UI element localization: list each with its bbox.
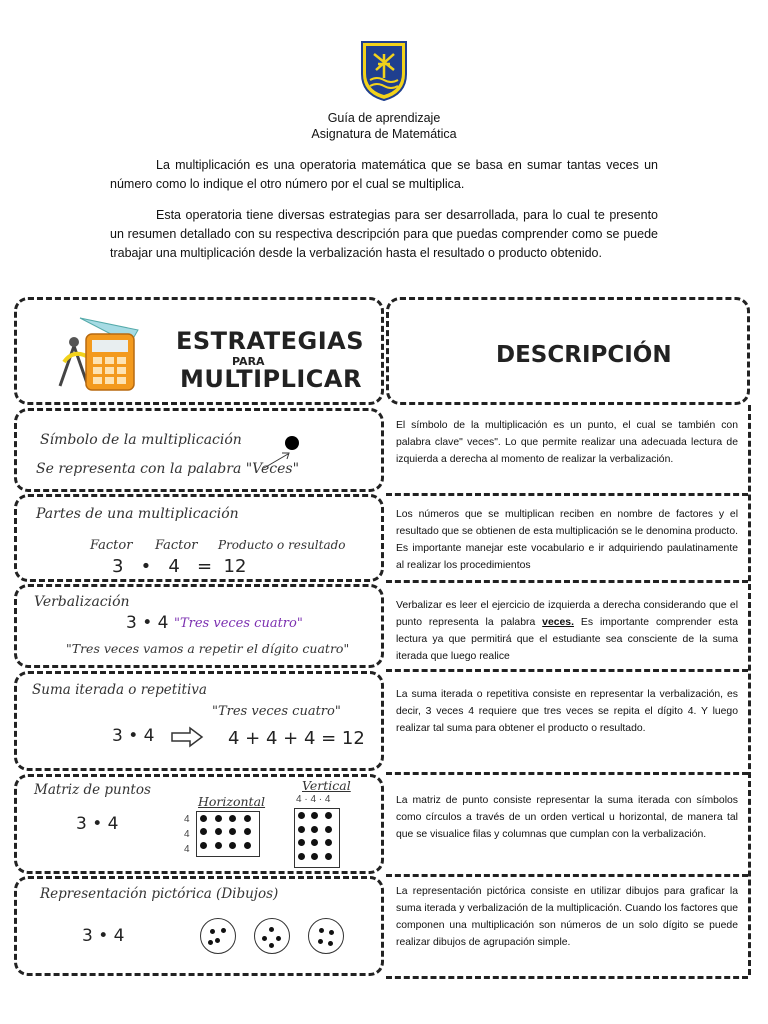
vertical-dot-matrix: [294, 808, 340, 868]
calculator-compass-icon: [50, 314, 142, 396]
school-crest-icon: [360, 40, 408, 102]
factor-label-1: Factor: [90, 538, 133, 553]
matrix-dot: [298, 853, 305, 860]
verbalization-quote: "Tres veces cuatro": [174, 616, 303, 631]
verbalization-title: Verbalización: [34, 594, 130, 610]
symbol-subtitle: Se representa con la palabra "Veces": [36, 461, 300, 477]
symbol-description: El símbolo de la multiplicación es un punto, el cual se también con palabra clave" veces". Lo que permite realizar una adecuada lectura de izquierda a derecha al momento de realizar la verbalización.: [396, 420, 738, 465]
iterated-sum-title: Suma iterada o repetitiva: [32, 682, 207, 698]
matrix-dot: [215, 828, 222, 835]
intro-paragraph-1: La multiplicación es una operatoria matemática que se basa en sumar tantas veces un número como lo indique el otro número por el cual se multiplica.: [110, 158, 658, 191]
right-arrow-icon: [170, 726, 204, 748]
vertical-column-header: 4 · 4 · 4: [296, 794, 331, 805]
strategies-heading-line3: MULTIPLICAR: [180, 365, 362, 393]
matrix-dot: [298, 812, 305, 819]
matrix-dot: [298, 839, 305, 846]
matrix-dot: [229, 828, 236, 835]
parts-description: Los números que se multiplican reciben en nombre de factores y el resultado que se obtienen de esta multiplicación se le denomina producto. Es importante manejar este vocabulario e ir adquiriendo paulatinamente al realizar los procedimientos: [396, 509, 738, 571]
parts-title: Partes de una multiplicación: [36, 506, 239, 522]
matrix-dot: [244, 815, 251, 822]
horizontal-label: Horizontal: [198, 794, 266, 809]
matrix-dot: [200, 842, 207, 849]
row-separator: [386, 669, 748, 672]
matrix-dot: [200, 828, 207, 835]
verbalization-description: Verbalizar es leer el ejercicio de izquierda a derecha considerando que el punto representa la palabra veces. Es importante comprender esta lectura ya que permitirá que el estudiante sea consciente de la suma iterada que luego realice: [396, 600, 738, 662]
intro-paragraph-2: Esta operatoria tiene diversas estrategias para ser desarrollada, para lo cual te presento un resumen detallado con su respectiva descripción para que puedas comprender como se puede trabajar una multiplicación desde la verbalización hasta el resultado o producto obtenido.: [110, 208, 658, 260]
symbol-title: Símbolo de la multiplicación: [40, 432, 242, 448]
group-circle: [308, 918, 344, 954]
matrix-dot: [311, 826, 318, 833]
matrix-dot: [311, 853, 318, 860]
dot-matrix-expr: 3 • 4: [76, 814, 119, 834]
matrix-dot: [325, 812, 332, 819]
arrow-icon: [262, 450, 292, 470]
strategy-cell-symbol: [14, 408, 384, 492]
parts-equation: 3 • 4 = 12: [112, 556, 247, 577]
matrix-dot: [229, 815, 236, 822]
verbalization-expr: 3 • 4: [126, 613, 169, 633]
description-heading: DESCRIPCIÓN: [496, 342, 672, 368]
matrix-dot: [325, 853, 332, 860]
iterated-sum-equation: 4 + 4 + 4 = 12: [228, 728, 365, 749]
iterated-sum-quote: "Tres veces cuatro": [212, 704, 341, 719]
matrix-dot: [229, 842, 236, 849]
pictorial-expr: 3 • 4: [82, 926, 125, 946]
matrix-dot: [325, 826, 332, 833]
strategies-heading-line2: PARA: [232, 355, 265, 368]
horizontal-dot-matrix: [196, 811, 260, 857]
row-separator: [386, 772, 748, 775]
horizontal-row-numbers: 4 4 4: [184, 814, 190, 855]
pictorial-description: La representación pictórica consiste en utilizar dibujos para graficar la suma iterada y verbalización de la multiplicación. Cuando los factores que componen una multiplicación son números de un solo dígito se puede realizar dibujos de agrupación simple.: [396, 886, 738, 948]
factor-label-2: Factor: [155, 538, 198, 553]
matrix-dot: [298, 826, 305, 833]
row-separator: [386, 874, 748, 877]
matrix-dot: [215, 815, 222, 822]
matrix-dot: [311, 812, 318, 819]
dot-matrix-description: La matriz de punto consiste representar la suma iterada con símbolos como círculos a través de un orden vertical u horizontal, de manera tal que se visualice filas y columnas que cumplan con la verbalización.: [396, 795, 738, 840]
strategies-heading-line1: ESTRATEGIAS: [176, 327, 364, 355]
iterated-sum-description: La suma iterada o repetitiva consiste en representar la verbalización, es decir, 3 veces 4 requiere que tres veces se repita el dígito 4. Y luego realizar tal suma para obtener el producto o resultado.: [396, 689, 738, 734]
verbalization-subtitle: "Tres veces vamos a repetir el dígito cuatro": [66, 641, 350, 656]
guide-title: Guía de aprendizaje: [327, 111, 441, 125]
pictorial-title: Representación pictórica (Dibujos): [40, 886, 279, 902]
matrix-dot: [325, 839, 332, 846]
matrix-dot: [244, 828, 251, 835]
row-separator: [386, 580, 748, 583]
bottom-border: [386, 976, 748, 979]
dot-matrix-title: Matriz de puntos: [34, 782, 151, 798]
vertical-label: Vertical: [302, 778, 351, 793]
right-border: [748, 405, 751, 975]
group-circle: [254, 918, 290, 954]
row-separator: [386, 493, 748, 496]
multiplication-dot: [285, 436, 299, 450]
product-label: Producto o resultado: [218, 538, 346, 552]
matrix-dot: [311, 839, 318, 846]
matrix-dot: [215, 842, 222, 849]
matrix-dot: [200, 815, 207, 822]
iterated-sum-expr: 3 • 4: [112, 726, 155, 746]
subject-title: Asignatura de Matemática: [311, 127, 457, 141]
group-circle: [200, 918, 236, 954]
matrix-dot: [244, 842, 251, 849]
